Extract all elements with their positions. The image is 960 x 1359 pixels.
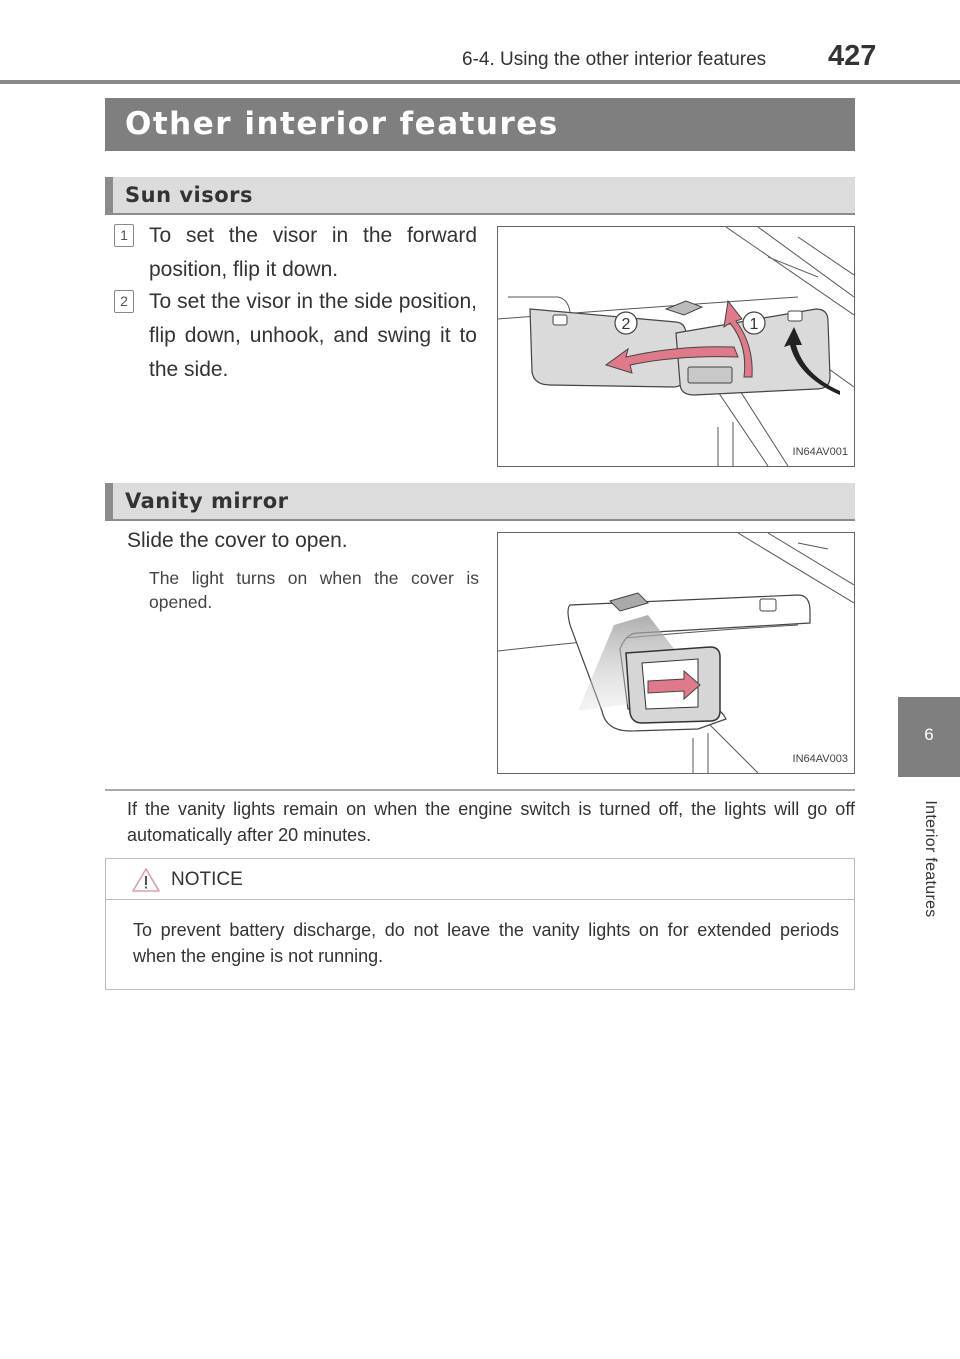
notice-box xyxy=(105,858,855,990)
vanity-mirror-drawing xyxy=(498,533,854,773)
step-number-2: 2 xyxy=(114,290,134,313)
chapter-label xyxy=(915,789,945,929)
step-text-1: To set the visor in the forward position, flip it down. xyxy=(149,224,477,281)
sun-visor-drawing xyxy=(498,227,854,466)
heading-accent xyxy=(105,483,113,521)
chapter-label-text: Interior features xyxy=(922,800,939,918)
page-title-bar xyxy=(105,98,855,151)
heading-accent xyxy=(105,177,113,215)
callout-1: 1 xyxy=(749,316,759,333)
figure-code: IN64AV001 xyxy=(792,446,848,458)
sun-visor-illustration xyxy=(497,226,855,467)
page-title: Other interior features xyxy=(125,106,559,142)
sun-visors-heading-bar xyxy=(105,177,855,215)
sun-visors-heading: Sun visors xyxy=(125,183,254,207)
chapter-number: 6 xyxy=(924,725,934,744)
callout-2: 2 xyxy=(621,316,631,333)
note-rule xyxy=(105,789,855,791)
vanity-instruction: Slide the cover to open. xyxy=(127,529,348,552)
vanity-detail: The light turns on when the cover is opened. xyxy=(149,568,479,612)
note-text: If the vanity lights remain on when the engine switch is turned off, the lights will go off automatically after 20 minutes. xyxy=(127,799,855,845)
notice-body: To prevent battery discharge, do not leave the vanity lights on for extended periods when the engine is not running. xyxy=(133,920,839,966)
vanity-mirror-heading: Vanity mirror xyxy=(125,489,289,513)
vanity-mirror-heading-bar xyxy=(105,483,855,521)
notice-label: NOTICE xyxy=(171,869,243,890)
figure-code: IN64AV003 xyxy=(792,753,848,765)
step-text-2: To set the visor in the side position, flip down, unhook, and swing it to the side. xyxy=(149,290,477,381)
notice-header xyxy=(106,859,854,900)
step-number-1: 1 xyxy=(114,224,134,247)
vanity-mirror-illustration xyxy=(497,532,855,774)
page-number: 427 xyxy=(828,40,877,72)
chapter-tab xyxy=(898,697,960,777)
section-title: 6-4. Using the other interior features xyxy=(462,49,767,70)
header-rule xyxy=(0,80,960,84)
warning-icon xyxy=(131,867,161,893)
